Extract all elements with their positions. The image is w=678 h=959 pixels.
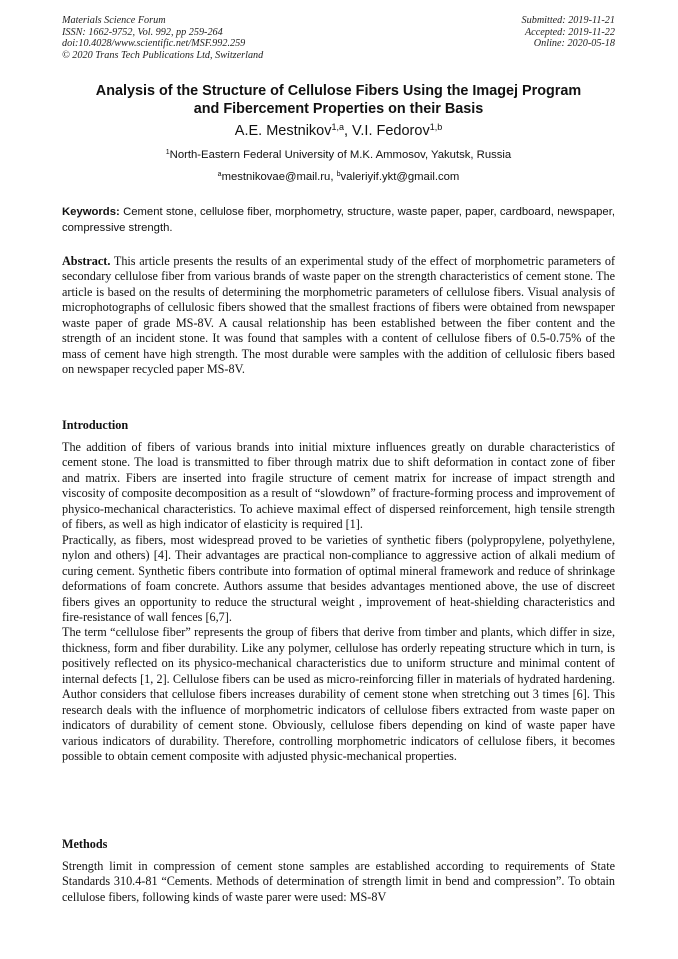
email-b: valeriyif.ykt@gmail.com	[340, 171, 460, 183]
paper-title	[62, 82, 615, 118]
keywords	[62, 205, 615, 236]
affiliation	[62, 148, 615, 162]
author-emails	[62, 170, 615, 184]
introduction-paragraph-2: Practically, as fibers, most widespread proved to be varieties of synthetic fibers (polypropylene, polyethylene, nylon and others) [4]. Their advantages are practical non-compliance to aggressive action of alkali medium of curing cement. Synthetic fibers contribute into formation of optimal mineral framework and reduce of shrinkage deformations of foam concrete. Authors assume that besides advantages mentioned above, the use of discreet fibers gives an opportunity to reduce the structural weight , improvement of heat-shielding characteristics and fire-resistance of wall fences [6,7].	[62, 532, 615, 624]
submitted-date: Submitted: 2019-11-21	[521, 15, 615, 26]
affiliation-marker: 1	[165, 149, 170, 157]
online-date: Online: 2020-05-18	[533, 38, 615, 50]
methods-body	[62, 859, 615, 905]
keywords-label: Keywords:	[62, 206, 120, 218]
journal-name: Materials Science Forum	[62, 15, 166, 26]
email-marker-b: b	[336, 171, 341, 179]
introduction-heading: Introduction	[62, 418, 129, 432]
author-1: A.E. Mestnikov	[234, 123, 332, 139]
author-list	[62, 122, 615, 140]
keywords-text: Cement stone, cellulose fiber, morphometry, structure, waste paper, paper, cardboard, newspaper, compressive strength.	[62, 206, 615, 234]
paper-title-line-2: and Fibercement Properties on their Basis	[193, 101, 484, 117]
submission-dates	[522, 15, 615, 50]
methods-heading: Methods	[62, 837, 108, 851]
author-2: V.I. Fedorov	[352, 123, 430, 139]
email-a: mestnikovae@mail.ru,	[221, 171, 337, 183]
paper-title-line-1: Analysis of the Structure of Cellulose Fibers Using the Imagej Program	[95, 83, 582, 99]
accepted-date: Accepted: 2019-11-22	[524, 26, 615, 38]
author-separator: ,	[343, 123, 353, 139]
introduction-paragraph-3: The term “cellulose fiber” represents the group of fibers that derive from timber and plants, which differ in size, thickness, form and fiber durability. Like any polymer, cellulose has orderly repeating structure which in turn, is positively reflected on its physico-mechanical characteristics due to uniform structure and minimal content of internal defects [1, 2]. Cellulose fibers can be used as micro-reinforcing filler in materials of hydrated hardening. Author considers that cellulose fibers increases durability of cement stone when stretching out 3 times [6]. This research deals with the influence of morphometric indicators of cellulose fibers extracted from waste paper on indicators of durability of cement stone. Obviously, cellulose fibers depending on kind of waste paper have various indicators of durability. Therefore, controlling morphometric indicators of cellulose fibers, it becomes possible to obtain cement composite with adjusted physic-mechanical properties.	[62, 625, 615, 764]
methods-paragraph-1: Strength limit in compression of cement stone samples are established according to requirements of State Standards 310.4-81 “Cements. Methods of determination of strength limit in bend and compression”. To obtain cellulose fibers, following kinds of waste parer were used: MS-8V	[62, 859, 615, 904]
abstract	[62, 254, 615, 378]
journal-issn: ISSN: 1662-9752, Vol. 992, pp 259-264	[62, 26, 223, 38]
author-1-affiliation: 1,a	[331, 122, 344, 133]
abstract-label: Abstract.	[62, 254, 111, 268]
abstract-text: This article presents the results of an experimental study of the effect of morphometric parameters of secondary cellulose fiber from various brands of waste paper on the strength characteristics of cement stone. The article is based on the results of determining the morphometric parameters of cellulose fibers. Visual analysis of microphotographs of cellulosic fibers showed that the smallest fractions of fibers were obtained from newspaper waste paper of grade MS-8V. A causal relationship has been established between the fiber content and the strength of an incident stone. It was found that samples with a content of cellulose fibers of 0.5-0.75% of the mass of cement have high strength. The most durable were samples with the addition of cellulosic fibers based on newspaper recycled paper MS-8V.	[62, 254, 615, 377]
email-marker-a: a	[217, 171, 222, 179]
introduction-paragraph-1: The addition of fibers of various brands into initial mixture influences greatly on durable characteristics of cement stone. The load is transmitted to fiber through matrix due to shift deformation in contact zone of fiber and matrix. Fibers are inserted into fragile structure of cement matrix for increase of impact strength and viscosity of composite decomposition as a result of “slowdown” of fracture-forming process and improvement of physico-mechanical characteristics. To achieve maximal effect of dispersed reinforcement, high tensile strength of fibers, as well as high indicator of elasticity is required [1].	[62, 440, 615, 532]
author-2-affiliation: 1,b	[429, 122, 443, 133]
journal-doi: doi:10.4028/www.scientific.net/MSF.992.259	[62, 38, 246, 50]
journal-copyright: © 2020 Trans Tech Publications Ltd, Switzerland	[62, 49, 264, 61]
affiliation-text: North-Eastern Federal University of M.K. Ammosov, Yakutsk, Russia	[169, 149, 512, 161]
journal-info	[62, 15, 263, 61]
introduction-body	[62, 440, 615, 765]
